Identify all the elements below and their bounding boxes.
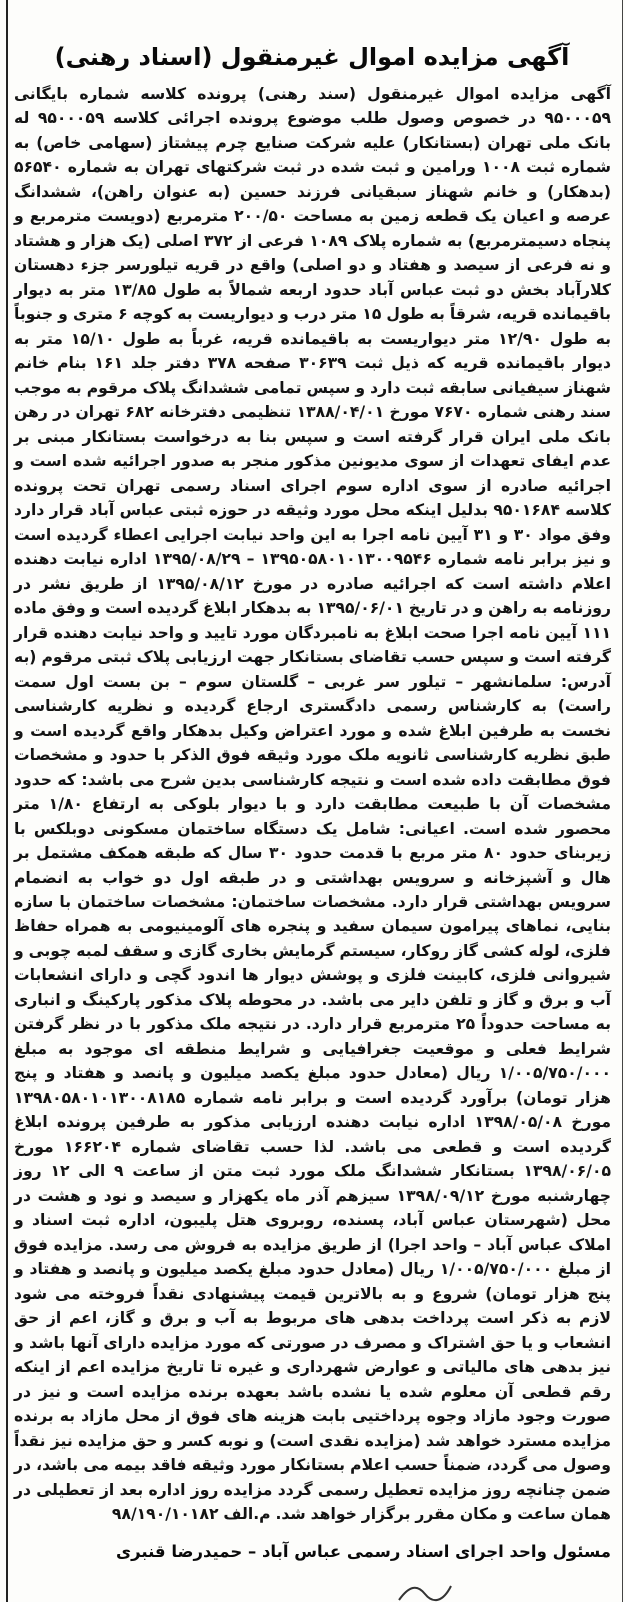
notice-body: آگهی مزایده اموال غیرمنقول (سند رهنی) پرونده کلاسه شماره بایگانی ۹۵۰۰۰۵۹ در خصوص وصول طلب موضوع پرونده اجرائی کلاسه ۹۵۰۰۰۵۹ له بانک ملی تهران (بستانکار) علیه شرکت صنایع چرم پیشتاز (سهامی خاص) به شماره ثبت ۱۰۰۸ ورامین و ثبت شده در ثبت شرکتهای تهران به شماره ۵۶۵۴۰ (بدهکار) و خانم شهناز سبقیانی فرزند حسین (به عنوان راهن)، ششدانگ عرصه و اعیان یک قطعه زمین به مساحت ۲۰۰/۵۰ مترمربع (دویست مترمربع و پنجاه دسیمترمربع) به شماره پلاک ۱۰۸۹ فرعی از ۳۷۲ اصلی (یک هزار و هشتاد و نه فرعی از سیصد و هفتاد و دو اصلی) واقع در قریه تیلورسر جزء دهستان کلارآباد بخش دو ثبت عباس آباد حدود اربعه شمالاً به طول ۱۳/۸۵ متر به دیوار باقیمانده قریه، شرقاً به طول ۱۵ متر درب و دیواریست به کوچه ۶ متری و جنوباً به طول ۱۲/۹۰ متر دیواریست به باقیمانده قریه، غرباً به طول ۱۵/۱۰ متر به دیوار باقیمانده قریه که ذیل ثبت ۳۰۶۳۹ صفحه ۳۷۸ دفتر جلد ۱۶۱ بنام خانم شهناز سیفیانی سابقه ثبت دارد و سپس تمامی ششدانگ پلاک مرقوم به موجب سند رهنی شماره ۷۶۷۰ مورخ ۱۳۸۸/۰۴/۰۱ تنظیمی دفترخانه ۶۸۲ تهران در رهن بانک ملی ایران قرار گرفته است و سپس بنا به درخواست بستانکار مبنی بر عدم ایفای تعهدات از سوی مدیونین مذکور منجر به صدور اجرائیه شده است و اجرائیه صادره از سوی اداره سوم اجرای اسناد رسمی تهران تحت پرونده کلاسه ۹۵۰۱۶۸۴ بدلیل اینکه محل مورد وثیقه در حوزه ثبتی عباس آباد قرار دارد وفق مواد ۳۰ و ۳۱ آیین نامه اجرا به این واحد نیابت اجرایی اعطاء گردیده است و نیز برابر نامه شماره ۱۳۹۵۰۵۸۰۱۰۱۳۰۰۹۵۴۶ – ۱۳۹۵/۰۸/۲۹ اداره نیابت دهنده اعلام داشته است که اجرائیه صادره در مورخ ۱۳۹۵/۰۸/۱۲ از طریق نشر در روزنامه به راهن و در تاریخ ۱۳۹۵/۰۶/۰۱ به بدهکار ابلاغ گردیده است و وفق ماده ۱۱۱ آیین نامه اجرا صحت ابلاغ به نامبردگان مورد تایید و واحد نیابت دهنده قرار گرفته است و سپس حسب تقاضای بستانکار جهت ارزیابی پلاک ثبتی مرقوم (به آدرس: سلمانشهر – تیلور سر غربی – گلستان سوم – بن بست اول سمت راست) به کارشناس رسمی دادگستری ارجاع گردیده و نظریه کارشناسی نخست به طرفین ابلاغ شده و مورد اعتراض وکیل بدهکار واقع گردیده است و طبق نظریه کارشناسی ثانویه ملک مورد وثیقه فوق الذکر با حدود و مشخصات فوق مطابقت داده شده است و نتیجه کارشناسی بدین شرح می باشد: که حدود مشخصات آن با طبیعت مطابقت دارد و با دیوار بلوکی به ارتفاع ۱/۸۰ متر محصور شده است. اعیانی: شامل یک دستگاه ساختمان مسکونی دوبلکس با زیربنای حدود ۸۰ متر مربع با قدمت حدود ۳۰ سال که طبقه همکف مشتمل بر هال و آشپزخانه و سرویس بهداشتی و در طبقه اول دو خواب به انضمام سرویس بهداشتی قرار دارد. مشخصات ساختمان: مشخصات ساختمان با سازه بنایی، نماهای پیرامون سیمان سفید و پنجره های آلومینیومی به همراه حفاظ فلزی، لوله کشی گاز روکار، سیستم گرمایش بخاری گازی و سقف لمبه چوبی و شیروانی فلزی، کابینت فلزی و پوشش دیوار ها اندود گچی و دارای انشعابات آب و برق و گاز و تلفن دایر می باشد. در محوطه پلاک مذکور پارکینگ و انباری به مساحت حدوداً ۲۵ مترمربع قرار دارد. در نتیجه ملک مذکور با در نظر گرفتن شرایط فعلی و موقعیت جغرافیایی و شرایط منطقه ای موجود به مبلغ ۱/۰۰۵/۷۵۰/۰۰۰ ریال (معادل حدود مبلغ یکصد میلیون و پانصد و هفتاد و پنج هزار تومان) برآورد گردیده است و برابر نامه شماره ۱۳۹۸۰۵۸۰۱۰۱۳۰۰۸۱۸۵ مورخ ۱۳۹۸/۰۵/۰۸ اداره نیابت دهنده ارزیابی مذکور به طرفین پرونده ابلاغ گردیده است و قطعی می باشد. لذا حسب تقاضای شماره ۱۶۶۲۰۴ مورخ ۱۳۹۸/۰۶/۰۵ بستانکار ششدانگ ملک مورد ثبت متن از ساعت ۹ الی ۱۲ روز چهارشنبه مورخ ۱۳۹۸/۰۹/۱۲ سیزهم آذر ماه یکهزار و سیصد و نود و هشت در محل (شهرستان عباس آباد، پسنده، روبروی هتل پلیبون، اداره ثبت اسناد و املاک عباس آباد – واحد اجرا) از طریق مزایده به فروش می رسد. مزایده فوق از مبلغ ۱/۰۰۵/۷۵۰/۰۰۰ ریال (معادل حدود مبلغ یکصد میلیون و پانصد و هفتاد و پنج هزار تومان) شروع و به بالاترین قیمت پیشنهادی نقداً فروخته می شود لازم به ذکر است پرداخت بدهی های مربوط به آب و برق و گاز، اعم از حق انشعاب و یا حق اشتراک و مصرف در صورتی که مورد مزایده دارای آنها باشد و نیز بدهی های مالیاتی و عوارض شهرداری و غیره تا تاریخ مزایده اعم از اینکه رقم قطعی آن معلوم شده یا نشده باشد بعهده برنده مزایده است و نیز در صورت وجود مازاد وجوه پرداختیی بابت هزینه های فوق از محل مازاد به برنده مزایده مسترد خواهد شد (مزایده نقدی است) و نوبه کسر و حق مزایده نیز نقداً وصول می گردد، ضمناً حسب اعلام بستانکار مورد وثیقه فاقد بیمه می باشد، در ضمن چنانچه روز مزایده تعطیل رسمی گردد مزایده روز اداره بعد از تعطیلی در همان ساعت و مکان مقرر برگزار خواهد شد. م.الف ۹۸/۱۹۰/۱۰۱۸۲	[14, 85, 612, 1524]
signature-text: مسئول واحد اجرای اسناد رسمی عباس آباد – حمیدرضا قنبری	[115, 1542, 611, 1561]
left-border-line	[6, 0, 8, 1602]
notice-signature	[14, 1540, 611, 1564]
right-border-line	[622, 0, 623, 1602]
notice-reference: م.الف ۹۸/۱۹۰/۱۰۱۸۲	[111, 1505, 276, 1524]
ink-mark-icon	[395, 1580, 455, 1602]
notice-title: آگهی مزایده اموال غیرمنقول (اسناد رهنی)	[54, 43, 570, 71]
